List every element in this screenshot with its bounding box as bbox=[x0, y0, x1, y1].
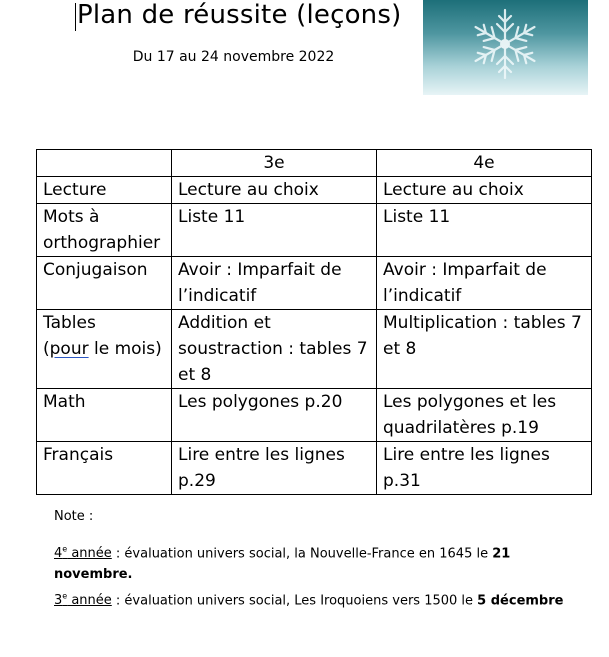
table-row bbox=[37, 177, 592, 204]
lesson-plan-table bbox=[36, 149, 592, 495]
column-header-subject bbox=[37, 150, 172, 177]
note-item bbox=[54, 592, 563, 608]
subject-name: Tables bbox=[43, 313, 96, 333]
snowflake-image bbox=[423, 0, 588, 95]
grade3-cell: Lire entre les lignes p.29 bbox=[172, 442, 377, 495]
subject-cell: Français bbox=[37, 442, 172, 495]
note-item bbox=[54, 539, 554, 585]
subject-cell: Conjugaison bbox=[37, 257, 172, 310]
subject-note-underlined: pour bbox=[49, 339, 89, 359]
note-label: Note : bbox=[54, 509, 94, 524]
page-title: Plan de réussite (leçons) bbox=[77, 0, 402, 30]
note-grade: 3e année bbox=[54, 592, 112, 609]
note-grade: 4e année bbox=[54, 545, 112, 562]
column-header-3e: 3e bbox=[172, 150, 377, 177]
column-header-4e: 4e bbox=[377, 150, 592, 177]
grade3-cell: Les polygones p.20 bbox=[172, 389, 377, 442]
grade4-cell: Liste 11 bbox=[377, 204, 592, 257]
grade4-cell: Avoir : Imparfait de l’indicatif bbox=[377, 257, 592, 310]
subject-cell bbox=[37, 310, 172, 389]
grade4-cell: Multiplication : tables 7 et 8 bbox=[377, 310, 592, 389]
subject-cell: Math bbox=[37, 389, 172, 442]
note-date: 21 novembre. bbox=[54, 546, 511, 583]
text-cursor bbox=[75, 3, 76, 31]
table-row bbox=[37, 442, 592, 495]
grade3-cell: Lecture au choix bbox=[172, 177, 377, 204]
note-text: : évaluation univers social, la Nouvelle-France en 1645 le bbox=[111, 546, 493, 562]
table-row bbox=[37, 389, 592, 442]
grade4-cell: Lecture au choix bbox=[377, 177, 592, 204]
grade4-cell: Les polygones et les quadrilatères p.19 bbox=[377, 389, 592, 442]
subject-cell: Lecture bbox=[37, 177, 172, 204]
table-header-row bbox=[37, 150, 592, 177]
table-row bbox=[37, 204, 592, 257]
date-range: Du 17 au 24 novembre 2022 bbox=[132, 49, 335, 65]
table-row bbox=[37, 257, 592, 310]
note-text: : évaluation univers social, Les Iroquoiens vers 1500 le bbox=[111, 593, 478, 609]
grade3-cell: Addition et soustraction : tables 7 et 8 bbox=[172, 310, 377, 389]
subject-note-suffix: le mois) bbox=[88, 339, 162, 359]
table-row bbox=[37, 310, 592, 389]
note-date: 5 décembre bbox=[477, 593, 564, 609]
grade3-cell: Avoir : Imparfait de l’indicatif bbox=[172, 257, 377, 310]
grade3-cell: Liste 11 bbox=[172, 204, 377, 257]
grade4-cell: Lire entre les lignes p.31 bbox=[377, 442, 592, 495]
subject-cell: Mots à orthographier bbox=[37, 204, 172, 257]
subject-note-prefix: ( bbox=[43, 339, 50, 359]
